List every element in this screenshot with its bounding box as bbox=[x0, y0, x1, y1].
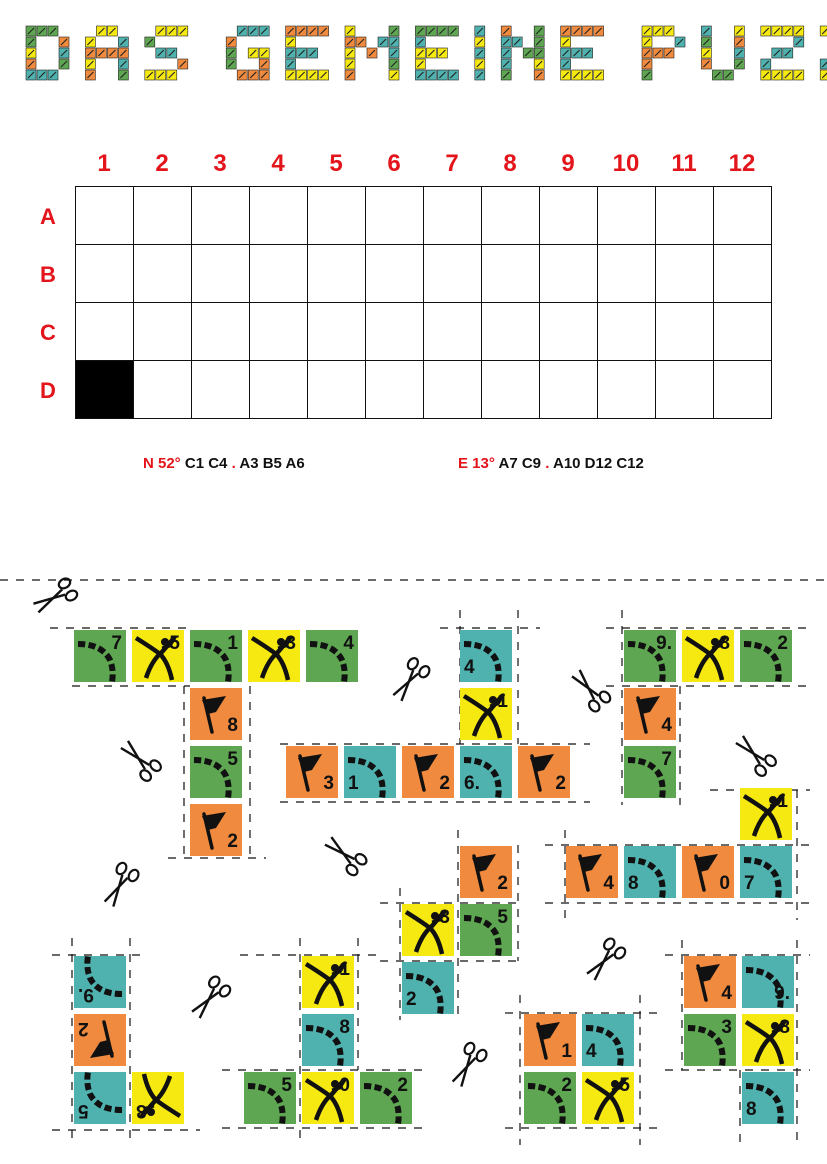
scissors-icon bbox=[582, 937, 627, 985]
grid-cell-d10[interactable] bbox=[598, 361, 656, 419]
grid-cell-d9[interactable] bbox=[540, 361, 598, 419]
tile-number: 1 bbox=[339, 959, 350, 980]
tile-number: 8 bbox=[719, 633, 730, 654]
north-coordinate bbox=[143, 455, 305, 472]
puzzle-tile[interactable] bbox=[402, 746, 454, 798]
tile-number: 8 bbox=[779, 1017, 790, 1038]
column-label: 3 bbox=[213, 150, 227, 177]
puzzle-tile[interactable] bbox=[344, 746, 396, 798]
tile-number: 4 bbox=[721, 983, 732, 1004]
puzzle-tile[interactable] bbox=[624, 630, 676, 682]
tile-number: 5 bbox=[169, 633, 180, 654]
tile-number: 4 bbox=[661, 715, 672, 736]
tile-number: 3 bbox=[323, 773, 334, 794]
tile-number: 1 bbox=[561, 1041, 572, 1062]
east-part2: A10 D12 C12 bbox=[552, 455, 644, 472]
tile-number: 4 bbox=[603, 873, 614, 894]
tile-number: 3 bbox=[721, 1017, 732, 1038]
grid-cell-a2[interactable] bbox=[134, 187, 192, 245]
tile-number: 2 bbox=[78, 1018, 89, 1039]
grid-cell-a4[interactable] bbox=[250, 187, 308, 245]
tile-number: 1 bbox=[348, 773, 359, 794]
tile-number: 3 bbox=[136, 1100, 147, 1121]
tile-number: 8 bbox=[339, 1017, 350, 1038]
puzzle-tile[interactable] bbox=[624, 746, 676, 798]
grid-cell-d2[interactable] bbox=[134, 361, 192, 419]
grid-cell-c3[interactable] bbox=[192, 303, 250, 361]
north-part1: C1 C4 bbox=[184, 455, 228, 472]
puzzle-tile[interactable] bbox=[740, 788, 792, 840]
puzzle-tile[interactable] bbox=[74, 1072, 126, 1124]
scissors-icon bbox=[731, 731, 778, 778]
grid-cell-a6[interactable] bbox=[366, 187, 424, 245]
puzzle-tile[interactable] bbox=[190, 746, 242, 798]
column-label: 6 bbox=[387, 150, 401, 177]
puzzle-tile[interactable] bbox=[460, 904, 512, 956]
grid-row bbox=[76, 187, 772, 245]
north-head: N 52° bbox=[143, 455, 181, 472]
row-label: C bbox=[40, 320, 56, 345]
tile-number: 3 bbox=[439, 907, 450, 928]
tile-number: 6. bbox=[464, 773, 480, 794]
grid-row bbox=[76, 361, 772, 419]
east-coordinate bbox=[458, 455, 644, 472]
grid-cell-a5[interactable] bbox=[308, 187, 366, 245]
grid-cell-b9[interactable] bbox=[540, 245, 598, 303]
tile-number: 2 bbox=[497, 873, 508, 894]
grid-cell-c5[interactable] bbox=[308, 303, 366, 361]
tile-number: 2 bbox=[439, 773, 450, 794]
puzzle-tile[interactable] bbox=[74, 630, 126, 682]
grid-cell-a12[interactable] bbox=[714, 187, 772, 245]
tile-number: 5 bbox=[227, 749, 238, 770]
tile-number: 5 bbox=[497, 907, 508, 928]
tile-number: 8 bbox=[628, 873, 639, 894]
grid-cell-b5[interactable] bbox=[308, 245, 366, 303]
scissors-icon bbox=[567, 666, 612, 714]
tile-number: 2 bbox=[227, 831, 238, 852]
grid-cell-c6[interactable] bbox=[366, 303, 424, 361]
puzzle-tile[interactable] bbox=[132, 630, 184, 682]
puzzle-tile[interactable] bbox=[742, 956, 794, 1008]
puzzle-tile[interactable] bbox=[460, 688, 512, 740]
grid-cell-a10[interactable] bbox=[598, 187, 656, 245]
puzzle-tile[interactable] bbox=[524, 1014, 576, 1066]
tile-number: 2 bbox=[777, 633, 788, 654]
tile-number: 1 bbox=[497, 691, 508, 712]
east-head: E 13° bbox=[458, 455, 495, 472]
grid-cell-d1[interactable] bbox=[76, 361, 134, 419]
grid-cell-b1[interactable] bbox=[76, 245, 134, 303]
puzzle-tile[interactable] bbox=[132, 1072, 184, 1124]
puzzle-tile[interactable] bbox=[624, 688, 676, 740]
column-label: 9 bbox=[561, 150, 575, 177]
tile-number: 3 bbox=[285, 633, 296, 654]
tile-number: 5 bbox=[619, 1075, 630, 1096]
scissors-icon bbox=[447, 1041, 488, 1090]
tile-number: 0 bbox=[339, 1075, 350, 1096]
grid-cell-c8[interactable] bbox=[482, 303, 540, 361]
tile-number: 2 bbox=[397, 1075, 408, 1096]
puzzle-tile[interactable] bbox=[742, 1072, 794, 1124]
grid-cell-b4[interactable] bbox=[250, 245, 308, 303]
puzzle-tile[interactable] bbox=[460, 846, 512, 898]
column-label: 8 bbox=[503, 150, 517, 177]
grid-cell-a7[interactable] bbox=[424, 187, 482, 245]
grid-cell-b12[interactable] bbox=[714, 245, 772, 303]
tile-number: 2 bbox=[561, 1075, 572, 1096]
column-label: 11 bbox=[671, 150, 697, 177]
puzzle-tile[interactable] bbox=[740, 846, 792, 898]
grid-cell-b2[interactable] bbox=[134, 245, 192, 303]
puzzle-tile[interactable] bbox=[302, 956, 354, 1008]
column-label: 7 bbox=[445, 150, 459, 177]
tile-number: 9. bbox=[774, 983, 790, 1004]
tile-number: 4 bbox=[586, 1041, 597, 1062]
grid-cell-d11[interactable] bbox=[656, 361, 714, 419]
column-label: 2 bbox=[155, 150, 169, 177]
puzzle-tile[interactable] bbox=[74, 956, 126, 1008]
grid-cell-c12[interactable] bbox=[714, 303, 772, 361]
grid-cell-c10[interactable] bbox=[598, 303, 656, 361]
puzzle-tile[interactable] bbox=[742, 1014, 794, 1066]
grid-cell-a3[interactable] bbox=[192, 187, 250, 245]
tile-number: 4 bbox=[343, 633, 354, 654]
puzzle-tile[interactable] bbox=[740, 630, 792, 682]
grid-cell-a9[interactable] bbox=[540, 187, 598, 245]
tile-number: 7 bbox=[661, 749, 672, 770]
row-label: B bbox=[40, 262, 56, 287]
puzzle-tile[interactable] bbox=[624, 846, 676, 898]
grid-cell-d4[interactable] bbox=[250, 361, 308, 419]
tile-number: 8 bbox=[227, 715, 238, 736]
tile-number: 2 bbox=[406, 989, 417, 1010]
scissors-icon bbox=[30, 577, 79, 618]
grid-row bbox=[76, 245, 772, 303]
grid-row bbox=[76, 303, 772, 361]
grid-cell-c1[interactable] bbox=[76, 303, 134, 361]
puzzle-tile[interactable] bbox=[306, 630, 358, 682]
grid-cell-d8[interactable] bbox=[482, 361, 540, 419]
puzzle-tile[interactable] bbox=[74, 1014, 126, 1066]
grid-cell-b8[interactable] bbox=[482, 245, 540, 303]
grid-cell-b6[interactable] bbox=[366, 245, 424, 303]
puzzle-title bbox=[0, 0, 827, 90]
puzzle-tile[interactable] bbox=[402, 962, 454, 1014]
puzzle-tile[interactable] bbox=[460, 630, 512, 682]
tile-number: 5 bbox=[281, 1075, 292, 1096]
scissors-icon bbox=[388, 656, 432, 704]
row-label: A bbox=[40, 204, 56, 229]
grid-cell-a8[interactable] bbox=[482, 187, 540, 245]
grid-cell-c11[interactable] bbox=[656, 303, 714, 361]
grid-cell-a11[interactable] bbox=[656, 187, 714, 245]
puzzle-tile[interactable] bbox=[286, 746, 338, 798]
puzzle-tile[interactable] bbox=[582, 1014, 634, 1066]
grid-cell-d3[interactable] bbox=[192, 361, 250, 419]
tile-number: 1 bbox=[227, 633, 238, 654]
puzzle-tile[interactable] bbox=[190, 630, 242, 682]
puzzle-tile[interactable] bbox=[582, 1072, 634, 1124]
east-part1: A7 C9 bbox=[498, 455, 542, 472]
scissors-icon bbox=[116, 736, 163, 783]
grid-cell-b7[interactable] bbox=[424, 245, 482, 303]
grid-cell-c2[interactable] bbox=[134, 303, 192, 361]
row-label: D bbox=[40, 378, 56, 403]
puzzle-tile[interactable] bbox=[302, 1014, 354, 1066]
tile-number: 4 bbox=[464, 657, 475, 678]
scissors-icon bbox=[187, 975, 232, 1023]
north-part2: A3 B5 A6 bbox=[239, 455, 305, 472]
column-label: 1 bbox=[97, 150, 111, 177]
grid-cell-a1[interactable] bbox=[76, 187, 134, 245]
puzzle-tile[interactable] bbox=[402, 904, 454, 956]
east-separator: . bbox=[545, 455, 550, 472]
answer-grid bbox=[75, 186, 772, 419]
column-label: 4 bbox=[271, 150, 285, 177]
puzzle-tile[interactable] bbox=[190, 804, 242, 856]
north-separator: . bbox=[231, 455, 236, 472]
grid-cell-b11[interactable] bbox=[656, 245, 714, 303]
puzzle-tile[interactable] bbox=[518, 746, 570, 798]
tile-number: 7 bbox=[744, 873, 755, 894]
column-label: 10 bbox=[612, 150, 640, 177]
grid-cell-b10[interactable] bbox=[598, 245, 656, 303]
puzzle-tile[interactable] bbox=[684, 1014, 736, 1066]
grid-cell-d5[interactable] bbox=[308, 361, 366, 419]
puzzle-tile[interactable] bbox=[460, 746, 512, 798]
grid-cell-c4[interactable] bbox=[250, 303, 308, 361]
grid-cell-d12[interactable] bbox=[714, 361, 772, 419]
scissors-icon bbox=[99, 861, 140, 910]
grid-cell-c7[interactable] bbox=[424, 303, 482, 361]
puzzle-tile[interactable] bbox=[302, 1072, 354, 1124]
grid-cell-c9[interactable] bbox=[540, 303, 598, 361]
grid-cell-b3[interactable] bbox=[192, 245, 250, 303]
tile-number: 5 bbox=[78, 1100, 89, 1121]
puzzle-tile[interactable] bbox=[682, 630, 734, 682]
tile-number: 2 bbox=[555, 773, 566, 794]
puzzle-tile[interactable] bbox=[566, 846, 618, 898]
column-label: 12 bbox=[728, 150, 756, 177]
grid-cell-d7[interactable] bbox=[424, 361, 482, 419]
puzzle-tile[interactable] bbox=[684, 956, 736, 1008]
tile-number: 7 bbox=[111, 633, 122, 654]
tile-number: 1 bbox=[777, 791, 788, 812]
puzzle-tile[interactable] bbox=[244, 1072, 296, 1124]
grid-cell-d6[interactable] bbox=[366, 361, 424, 419]
puzzle-tile[interactable] bbox=[360, 1072, 412, 1124]
tile-number: 9. bbox=[78, 984, 94, 1005]
tile-number: 0 bbox=[719, 873, 730, 894]
puzzle-tile[interactable] bbox=[682, 846, 734, 898]
puzzle-tile[interactable] bbox=[248, 630, 300, 682]
scissors-icon bbox=[321, 832, 369, 877]
column-label: 5 bbox=[329, 150, 343, 177]
tile-number: 8 bbox=[746, 1099, 757, 1120]
tile-number: 9. bbox=[656, 633, 672, 654]
puzzle-tile[interactable] bbox=[524, 1072, 576, 1124]
puzzle-tile[interactable] bbox=[190, 688, 242, 740]
